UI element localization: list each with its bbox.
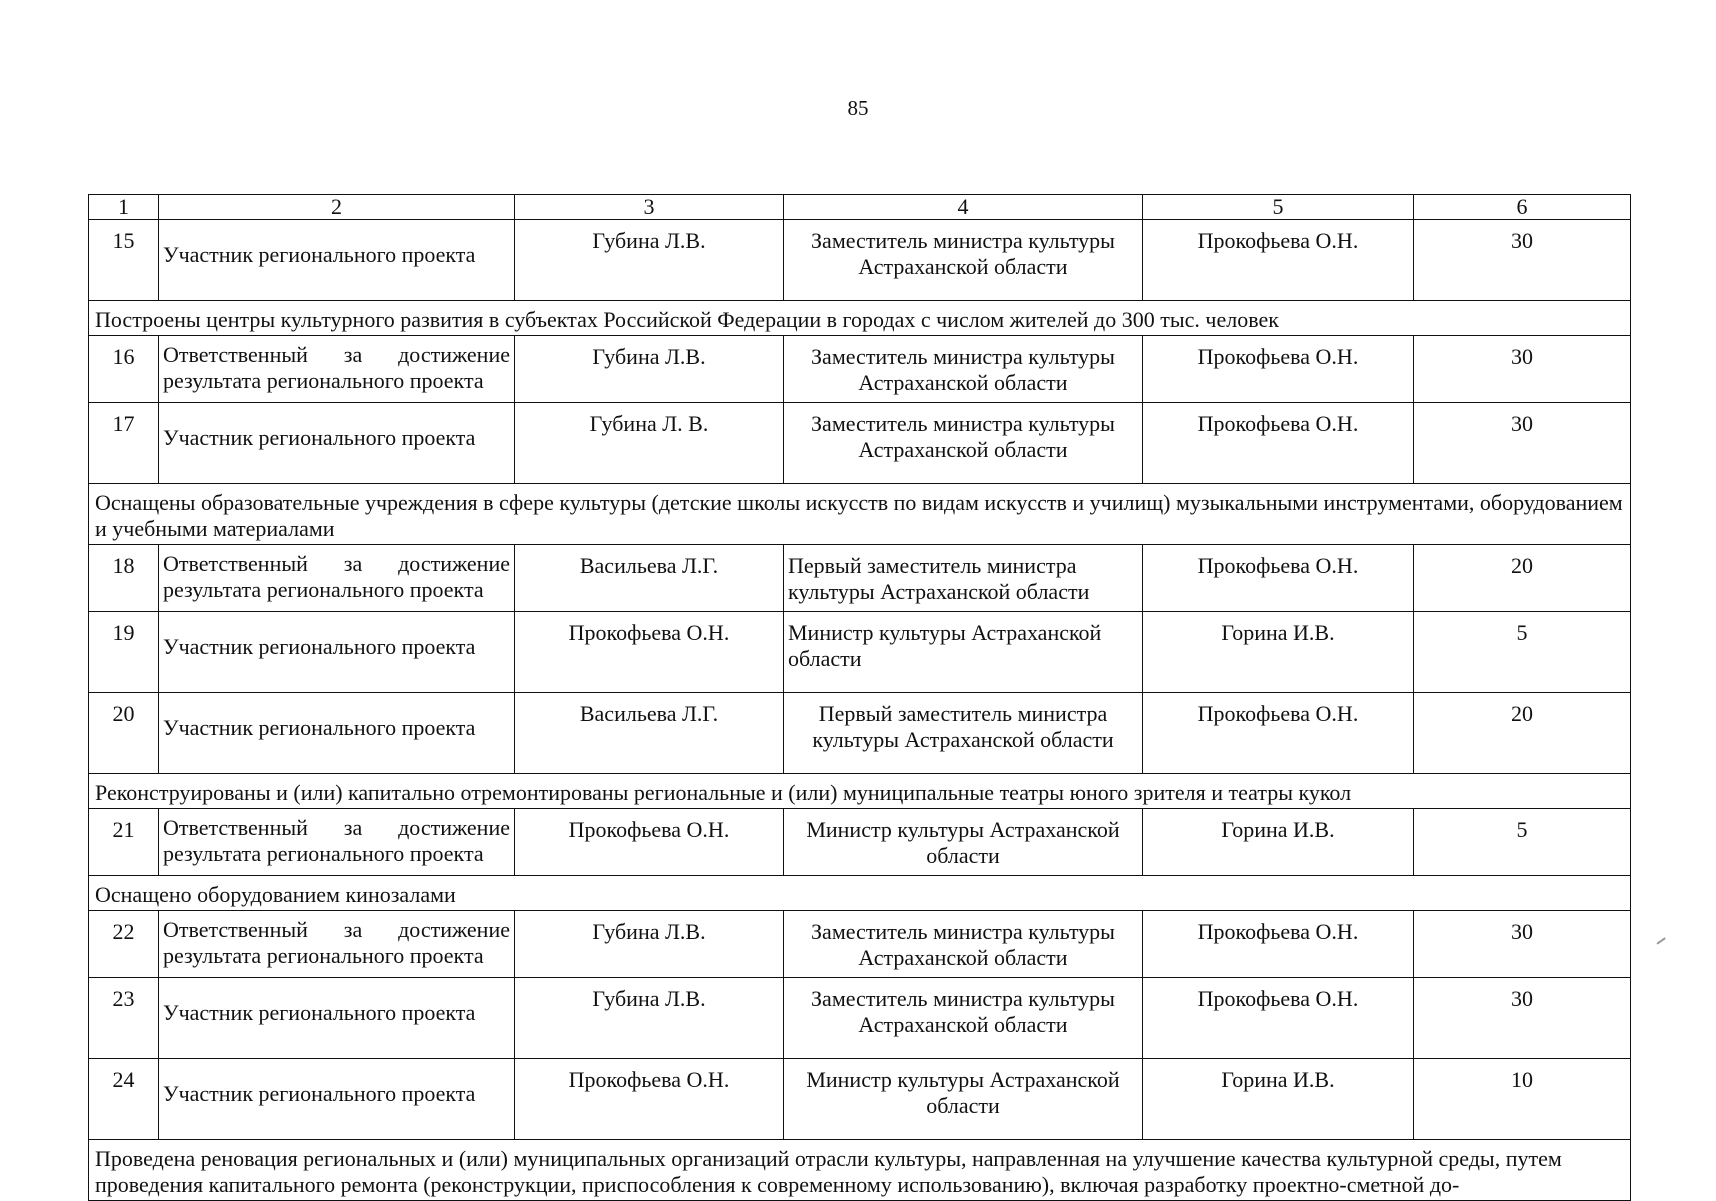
row-number-cell: 24 [89, 1059, 159, 1140]
supervisor-cell: Горина И.В. [1143, 809, 1414, 876]
position-cell: Министр культуры Астраханской области [784, 1059, 1143, 1140]
workload-value-cell: 10 [1414, 1059, 1631, 1140]
responsible-person-cell: Губина Л.В. [515, 978, 784, 1059]
supervisor-cell: Прокофьева О.Н. [1143, 911, 1414, 978]
position-cell: Заместитель министра культуры Астраханской области [784, 220, 1143, 301]
supervisor-cell: Прокофьева О.Н. [1143, 693, 1414, 774]
role-cell: Участник регионального проекта [159, 978, 515, 1059]
position-cell: Заместитель министра культуры Астраханской области [784, 336, 1143, 403]
section-heading-row [89, 1140, 1631, 1201]
row-number-cell: 16 [89, 336, 159, 403]
supervisor-cell: Прокофьева О.Н. [1143, 336, 1414, 403]
results-table [88, 194, 1631, 1201]
position-cell: Министр культуры Астраханской области [784, 612, 1143, 693]
table-row [89, 1059, 1631, 1140]
scan-mark [1656, 937, 1665, 944]
column-number-4: 4 [784, 195, 1143, 220]
section-heading-text: Оснащены образовательные учреждения в сфере культуры (детские школы искусств по видам искусств и училищ) музыкальными инструментами, оборудованием и учебными материалами [89, 484, 1631, 545]
table-row [89, 612, 1631, 693]
row-number-cell: 15 [89, 220, 159, 301]
role-cell: Участник регионального проекта [159, 403, 515, 484]
responsible-person-cell: Прокофьева О.Н. [515, 809, 784, 876]
responsible-person-cell: Губина Л.В. [515, 220, 784, 301]
table-body [89, 195, 1631, 1201]
position-cell: Первый заместитель министра культуры Астраханской области [784, 693, 1143, 774]
responsible-person-cell: Губина Л.В. [515, 336, 784, 403]
table-row [89, 336, 1631, 403]
workload-value-cell: 30 [1414, 336, 1631, 403]
column-number-2: 2 [159, 195, 515, 220]
role-cell: Ответственный за достижение результата регионального проекта [159, 336, 515, 403]
role-cell: Участник регионального проекта [159, 612, 515, 693]
position-cell: Заместитель министра культуры Астраханской области [784, 403, 1143, 484]
role-cell: Участник регионального проекта [159, 1059, 515, 1140]
column-number-1: 1 [89, 195, 159, 220]
supervisor-cell: Прокофьева О.Н. [1143, 403, 1414, 484]
supervisor-cell: Прокофьева О.Н. [1143, 220, 1414, 301]
section-heading-row [89, 876, 1631, 911]
results-table-container [88, 194, 1630, 1201]
section-heading-text: Оснащено оборудованием кинозалами [89, 876, 1631, 911]
role-cell: Ответственный за достижение результата регионального проекта [159, 911, 515, 978]
section-heading-text: Проведена реновация региональных и (или) муниципальных организаций отрасли культуры, направленная на улучшение качества культурной среды, путем проведения капитального ремонта (реконструкции, приспособления к современному использованию), включая разработку проектно-сметной до- [89, 1140, 1631, 1201]
column-number-5: 5 [1143, 195, 1414, 220]
workload-value-cell: 30 [1414, 911, 1631, 978]
supervisor-cell: Горина И.В. [1143, 1059, 1414, 1140]
table-row [89, 545, 1631, 612]
row-number-cell: 21 [89, 809, 159, 876]
table-row [89, 809, 1631, 876]
column-number-header-row [89, 195, 1631, 220]
workload-value-cell: 30 [1414, 978, 1631, 1059]
position-cell: Министр культуры Астраханской области [784, 809, 1143, 876]
page-number: 85 [847, 96, 869, 120]
section-heading-row [89, 484, 1631, 545]
supervisor-cell: Прокофьева О.Н. [1143, 978, 1414, 1059]
role-cell: Ответственный за достижение результата регионального проекта [159, 545, 515, 612]
supervisor-cell: Прокофьева О.Н. [1143, 545, 1414, 612]
supervisor-cell: Горина И.В. [1143, 612, 1414, 693]
responsible-person-cell: Прокофьева О.Н. [515, 1059, 784, 1140]
workload-value-cell: 20 [1414, 545, 1631, 612]
responsible-person-cell: Губина Л. В. [515, 403, 784, 484]
workload-value-cell: 5 [1414, 612, 1631, 693]
section-heading-text: Построены центры культурного развития в субъектах Российской Федерации в городах с числом жителей до 300 тыс. человек [89, 301, 1631, 336]
responsible-person-cell: Васильева Л.Г. [515, 693, 784, 774]
table-row [89, 693, 1631, 774]
workload-value-cell: 30 [1414, 403, 1631, 484]
row-number-cell: 18 [89, 545, 159, 612]
column-number-3: 3 [515, 195, 784, 220]
workload-value-cell: 20 [1414, 693, 1631, 774]
role-cell: Участник регионального проекта [159, 693, 515, 774]
table-row [89, 978, 1631, 1059]
position-cell: Заместитель министра культуры Астраханской области [784, 911, 1143, 978]
row-number-cell: 19 [89, 612, 159, 693]
role-cell: Участник регионального проекта [159, 220, 515, 301]
table-row [89, 911, 1631, 978]
responsible-person-cell: Васильева Л.Г. [515, 545, 784, 612]
workload-value-cell: 5 [1414, 809, 1631, 876]
section-heading-row [89, 301, 1631, 336]
table-row [89, 403, 1631, 484]
responsible-person-cell: Губина Л.В. [515, 911, 784, 978]
position-cell: Первый заместитель министра культуры Астраханской области [784, 545, 1143, 612]
row-number-cell: 23 [89, 978, 159, 1059]
responsible-person-cell: Прокофьева О.Н. [515, 612, 784, 693]
row-number-cell: 20 [89, 693, 159, 774]
row-number-cell: 22 [89, 911, 159, 978]
workload-value-cell: 30 [1414, 220, 1631, 301]
section-heading-row [89, 774, 1631, 809]
role-cell: Ответственный за достижение результата регионального проекта [159, 809, 515, 876]
row-number-cell: 17 [89, 403, 159, 484]
column-number-6: 6 [1414, 195, 1631, 220]
section-heading-text: Реконструированы и (или) капитально отремонтированы региональные и (или) муниципальные театры юного зрителя и театры кукол [89, 774, 1631, 809]
position-cell: Заместитель министра культуры Астраханской области [784, 978, 1143, 1059]
table-row [89, 220, 1631, 301]
